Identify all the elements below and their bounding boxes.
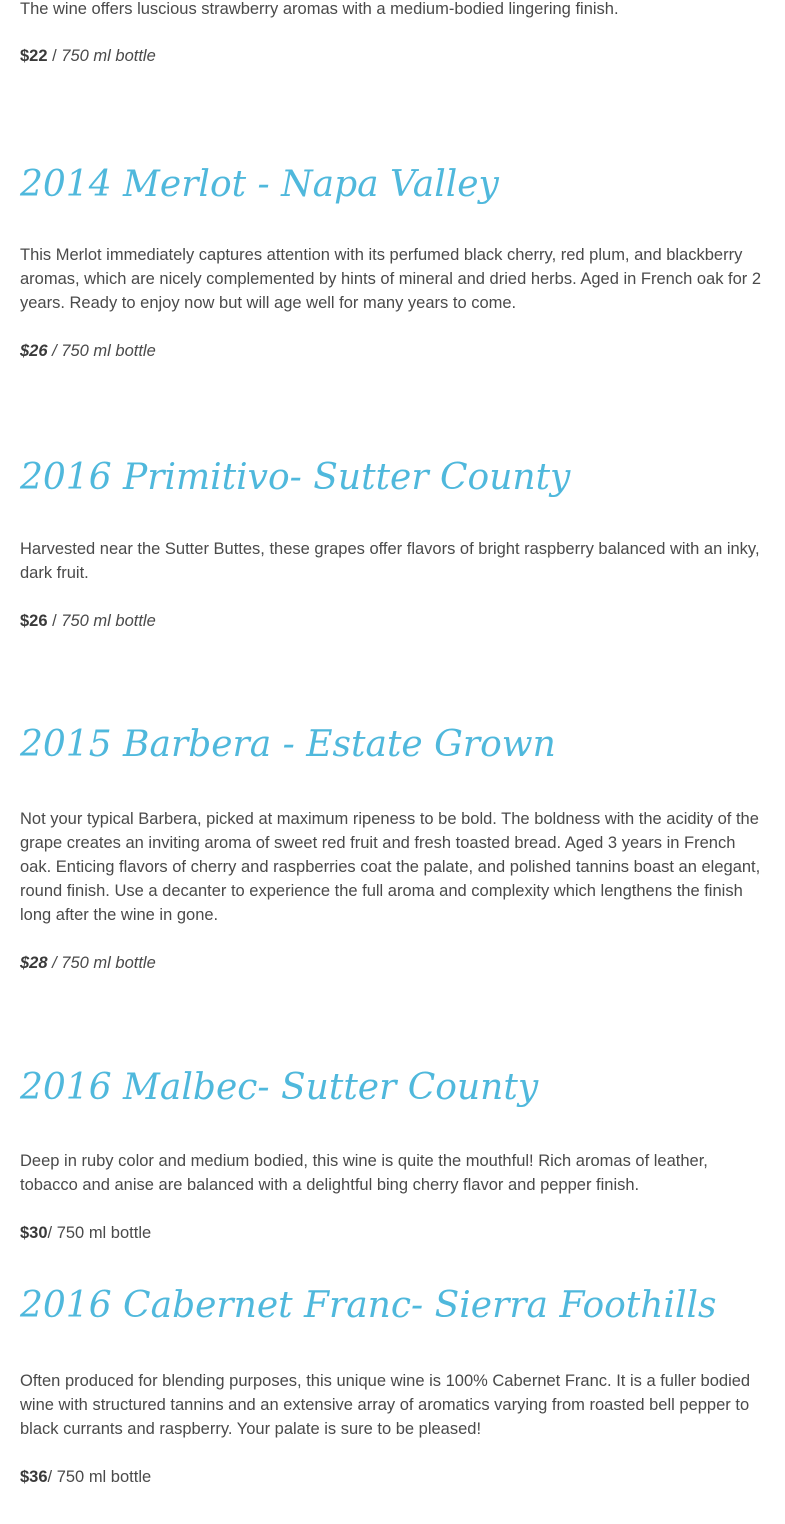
price-separator: / bbox=[47, 612, 62, 630]
wine-price bbox=[20, 951, 765, 975]
wine-description: Harvested near the Sutter Buttes, these grapes offer flavors of bright raspberry balanced with an inky, dark fruit. bbox=[20, 540, 760, 582]
price-unit: 750 ml bottle bbox=[56, 1468, 152, 1486]
wine-title: 2014 Merlot - Napa Valley bbox=[20, 164, 499, 205]
price-amount: $22 bbox=[20, 47, 48, 65]
wine-description: Often produced for blending purposes, this unique wine is 100% Cabernet Franc. It is a fuller bodied wine with structured tannins and an extensive array of aromatics varying from roasted bell pepper to black currants and raspberry. Your palate is sure to be pleased! bbox=[20, 1372, 751, 1438]
price-unit: 750 ml bottle bbox=[56, 1224, 152, 1242]
price-unit: 750 ml bottle bbox=[61, 47, 156, 65]
wine-title: 2015 Barbera - Estate Grown bbox=[20, 724, 556, 765]
price-amount: $28 bbox=[20, 954, 48, 972]
price-amount: $26 bbox=[20, 342, 48, 360]
wine-description: The wine offers luscious strawberry aromas with a medium-bodied lingering finish. bbox=[20, 0, 619, 18]
wine-price bbox=[20, 1465, 765, 1489]
price-separator: / bbox=[47, 47, 62, 65]
wine-title: 2016 Primitivo- Sutter County bbox=[20, 457, 571, 498]
wine-description: Deep in ruby color and medium bodied, this wine is quite the mouthful! Rich aromas of leather, tobacco and anise are balanced with a delightful bing cherry flavor and pepper finish. bbox=[20, 1152, 708, 1194]
wine-price bbox=[20, 339, 765, 363]
wine-price bbox=[20, 44, 765, 68]
price-unit: 750 ml bottle bbox=[61, 342, 156, 360]
price-separator: / bbox=[47, 1468, 57, 1486]
price-unit: 750 ml bottle bbox=[61, 612, 156, 630]
price-amount: $26 bbox=[20, 612, 48, 630]
wine-title: 2016 Malbec- Sutter County bbox=[20, 1067, 539, 1108]
wine-title: 2016 Cabernet Franc- Sierra Foothills bbox=[20, 1285, 717, 1326]
wine-description: This Merlot immediately captures attention with its perfumed black cherry, red plum, and blackberry aromas, which are nicely complemented by hints of mineral and dried herbs. Aged in French oak for 2 years. Ready to enjoy now but will age well for many years to come. bbox=[20, 246, 762, 312]
wine-price bbox=[20, 609, 765, 633]
price-unit: 750 ml bottle bbox=[61, 954, 156, 972]
price-separator: / bbox=[47, 342, 62, 360]
wine-description: Not your typical Barbera, picked at maximum ripeness to be bold. The boldness with the acidity of the grape creates an inviting aroma of sweet red fruit and fresh toasted bread. Aged 3 years in French oak. Enticing flavors of cherry and raspberries coat the palate, and polished tannins boast an elegant, round finish. Use a decanter to experience the full aroma and complexity which lengthens the finish long after the wine in gone. bbox=[20, 810, 761, 924]
price-amount: $36 bbox=[20, 1468, 48, 1486]
wine-price bbox=[20, 1221, 765, 1245]
price-separator: / bbox=[47, 1224, 57, 1242]
price-amount: $30 bbox=[20, 1224, 48, 1242]
price-separator: / bbox=[47, 954, 62, 972]
